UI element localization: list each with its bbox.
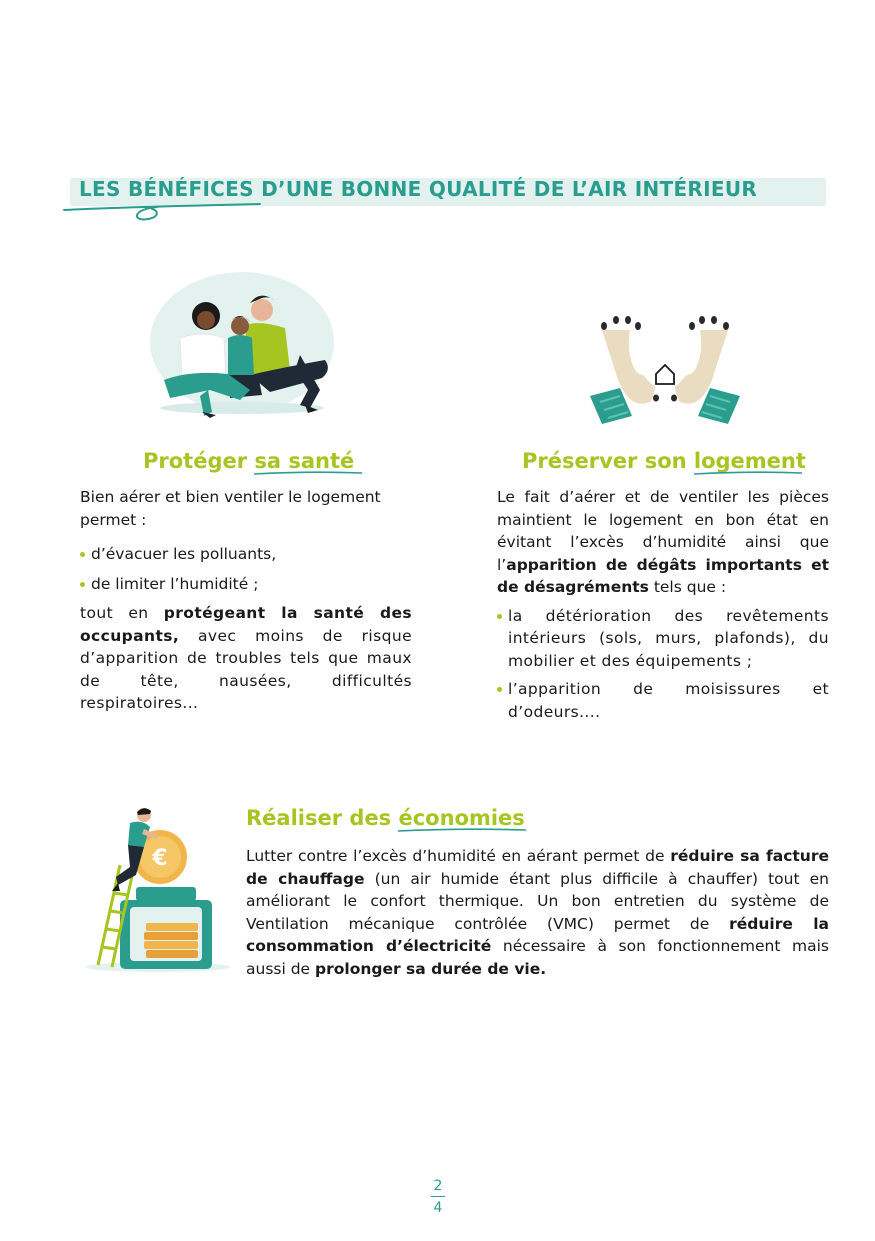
list-item: de limiter l’humidité ; bbox=[80, 573, 412, 596]
heading-underline-decoration bbox=[254, 469, 364, 479]
bullet-dot bbox=[497, 687, 502, 692]
home-heading bbox=[522, 449, 806, 473]
bullet-dot bbox=[80, 582, 85, 587]
health-heading-part2: sa santé bbox=[254, 449, 355, 473]
bullet-dot bbox=[497, 614, 502, 619]
coin-jar-ladder-illustration bbox=[78, 805, 233, 975]
home-body bbox=[497, 486, 829, 723]
svg-text:€: € bbox=[152, 846, 168, 871]
savings-heading-part2: économies bbox=[398, 806, 525, 830]
health-outro: tout en protégeant la santé des occupants, avec moins de risque d’apparition de troubles tels que maux de tête, nausées, difficultés respiratoires... bbox=[80, 604, 412, 712]
page-number bbox=[420, 1178, 456, 1216]
list-item: d’évacuer les polluants, bbox=[80, 543, 412, 566]
health-heading-part1: Protéger bbox=[143, 449, 255, 473]
health-body bbox=[80, 486, 412, 715]
page-title: LES BÉNÉFICES D’UNE BONNE QUALITÉ DE L’AIR INTÉRIEUR bbox=[79, 177, 758, 201]
home-intro: Le fait d’aérer et de ventiler les pièces maintient le logement en bon état en évitant l’excès d’humidité ainsi que l’apparition de dégâts importants et de désagréments tels que : bbox=[497, 488, 829, 596]
page-divider bbox=[431, 1196, 445, 1197]
health-intro: Bien aérer et bien ventiler le logement permet : bbox=[80, 488, 381, 529]
savings-body: Lutter contre l’excès d’humidité en aérant permet de réduire sa facture de chauffage (un air humide étant plus difficile à chauffer) tout en améliorant le confort thermique. Un bon entretien du système de Ventilation mécanique contrôlée (VMC) permet de réduire la consommation d’électricité nécessaire à son fonctionnement mais aussi de prolonger sa durée de vie. bbox=[246, 847, 830, 978]
heart-hands-house-illustration bbox=[590, 310, 740, 430]
home-heading-part2: logement bbox=[693, 449, 806, 473]
list-item: la détérioration des revêtements intérieurs (sols, murs, plafonds), du mobilier et des équipements ; bbox=[497, 605, 829, 673]
savings-heading-part1: Réaliser des bbox=[246, 806, 399, 830]
bullet-dot bbox=[80, 552, 85, 557]
page-title-block bbox=[70, 176, 830, 236]
title-swoosh-decoration bbox=[62, 200, 262, 230]
family-sitting-illustration bbox=[150, 270, 345, 425]
page-total: 4 bbox=[433, 1200, 443, 1216]
heading-underline-decoration bbox=[694, 469, 804, 479]
health-heading bbox=[143, 449, 354, 473]
page-current: 2 bbox=[433, 1178, 443, 1194]
heading-underline-decoration bbox=[398, 826, 528, 836]
list-item: l’apparition de moisissures et d’odeurs.... bbox=[497, 678, 829, 723]
savings-heading bbox=[246, 806, 525, 830]
home-heading-part1: Préserver son bbox=[522, 449, 694, 473]
